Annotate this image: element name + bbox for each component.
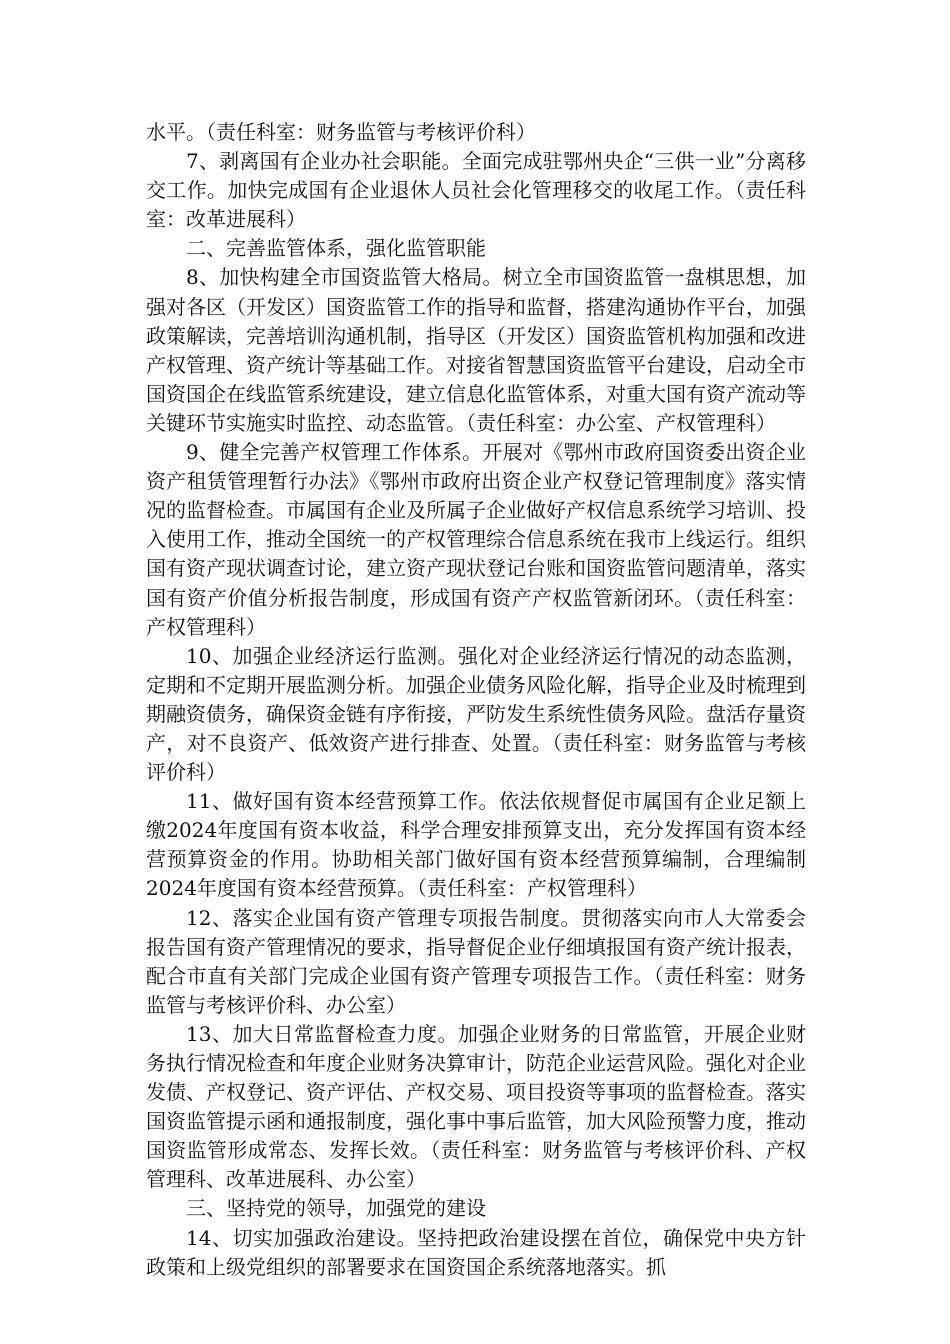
paragraph-item-12: 12、落实企业国有资产管理专项报告制度。贯彻落实向市人大常委会报告国有资产管理情况的要求，指导督促企业仔细填报国有资产统计报表，配合市直有关部门完成企业国有资产管理专项报告工作。（责任科室：财务监管与考核评价科、办公室） [146,905,806,1017]
paragraph-continuation: 水平。（责任科室：财务监管与考核评价科） [146,120,536,144]
paragraph-item-14: 14、切实加强政治建设。坚持把政治建设摆在首位，确保党中央方针政策和上级党组织的部署要求在国资国企系统落地落实。抓 [146,1225,806,1279]
section-heading-3: 三、坚持党的领导，加强党的建设 [186,1196,486,1221]
paragraph-item-10: 10、加强企业经济运行监测。强化对企业经济运行情况的动态监测，定期和不定期开展监测分析。加强企业债务风险化解，指导企业及时梳理到期融资债务，确保资金链有序衔接，严防发生系统性债务风险。盘活存量资产，对不良资产、低效资产进行排查、处置。（责任科室：财务监管与考核评价科） [146,643,806,785]
paragraph-item-9: 9、健全完善产权管理工作体系。开展对《鄂州市政府国资委出资企业资产租赁管理暂行办法》《鄂州市政府出资企业产权登记管理制度》落实情况的监督检查。市属国有企业及所属子企业做好产权信息系统学习培训、投入使用工作，推动全国统一的产权管理综合信息系统在我市上线运行。组织国有资产现状调查讨论，建立资产现状登记台账和国资监管问题清单，落实国有资产价值分析报告制度，形成国有资产产权监管新闭环。（责任科室：产权管理科） [146,440,806,639]
paragraph-item-11: 11、做好国有资本经营预算工作。依法依规督促市属国有企业足额上缴2024年度国有资本收益，科学合理安排预算支出，充分发挥国有资本经营预算资金的作用。协助相关部门做好国有资本经营预算编制，合理编制2024年度国有资本经营预算。（责任科室：产权管理科） [146,789,806,901]
paragraph-item-8: 8、加快构建全市国资监管大格局。树立全市国资监管一盘棋思想，加强对各区（开发区）国资监管工作的指导和监督，搭建沟通协作平台，加强政策解读，完善培训沟通机制，指导区（开发区）国资监管机构加强和改进产权管理、资产统计等基础工作。对接省智慧国资监管平台建设，启动全市国资国企在线监管系统建设，建立信息化监管体系，对重大国有资产流动等关键环节实施实时监控、动态监管。（责任科室：办公室、产权管理科） [146,265,806,435]
paragraph-item-13: 13、加大日常监督检查力度。加强企业财务的日常监管，开展企业财务执行情况检查和年度企业财务决算审计，防范企业运营风险。强化对企业发债、产权登记、资产评估、产权交易、项目投资等事项的监督检查。落实国资监管提示函和通报制度，强化事中事后监管，加大风险预警力度，推动国资监管形成常态、发挥长效。（责任科室：财务监管与考核评价科、产权管理科、改革进展科、办公室） [146,1021,806,1192]
document-page [146,118,806,1282]
section-heading-2: 二、完善监管体系，强化监管职能 [186,236,486,261]
paragraph-item-7: 7、剥离国有企业办社会职能。全面完成驻鄂州央企“三供一业”分离移交工作。加快完成国有企业退休人员社会化管理移交的收尾工作。（责任科室：改革进展科） [146,149,806,232]
